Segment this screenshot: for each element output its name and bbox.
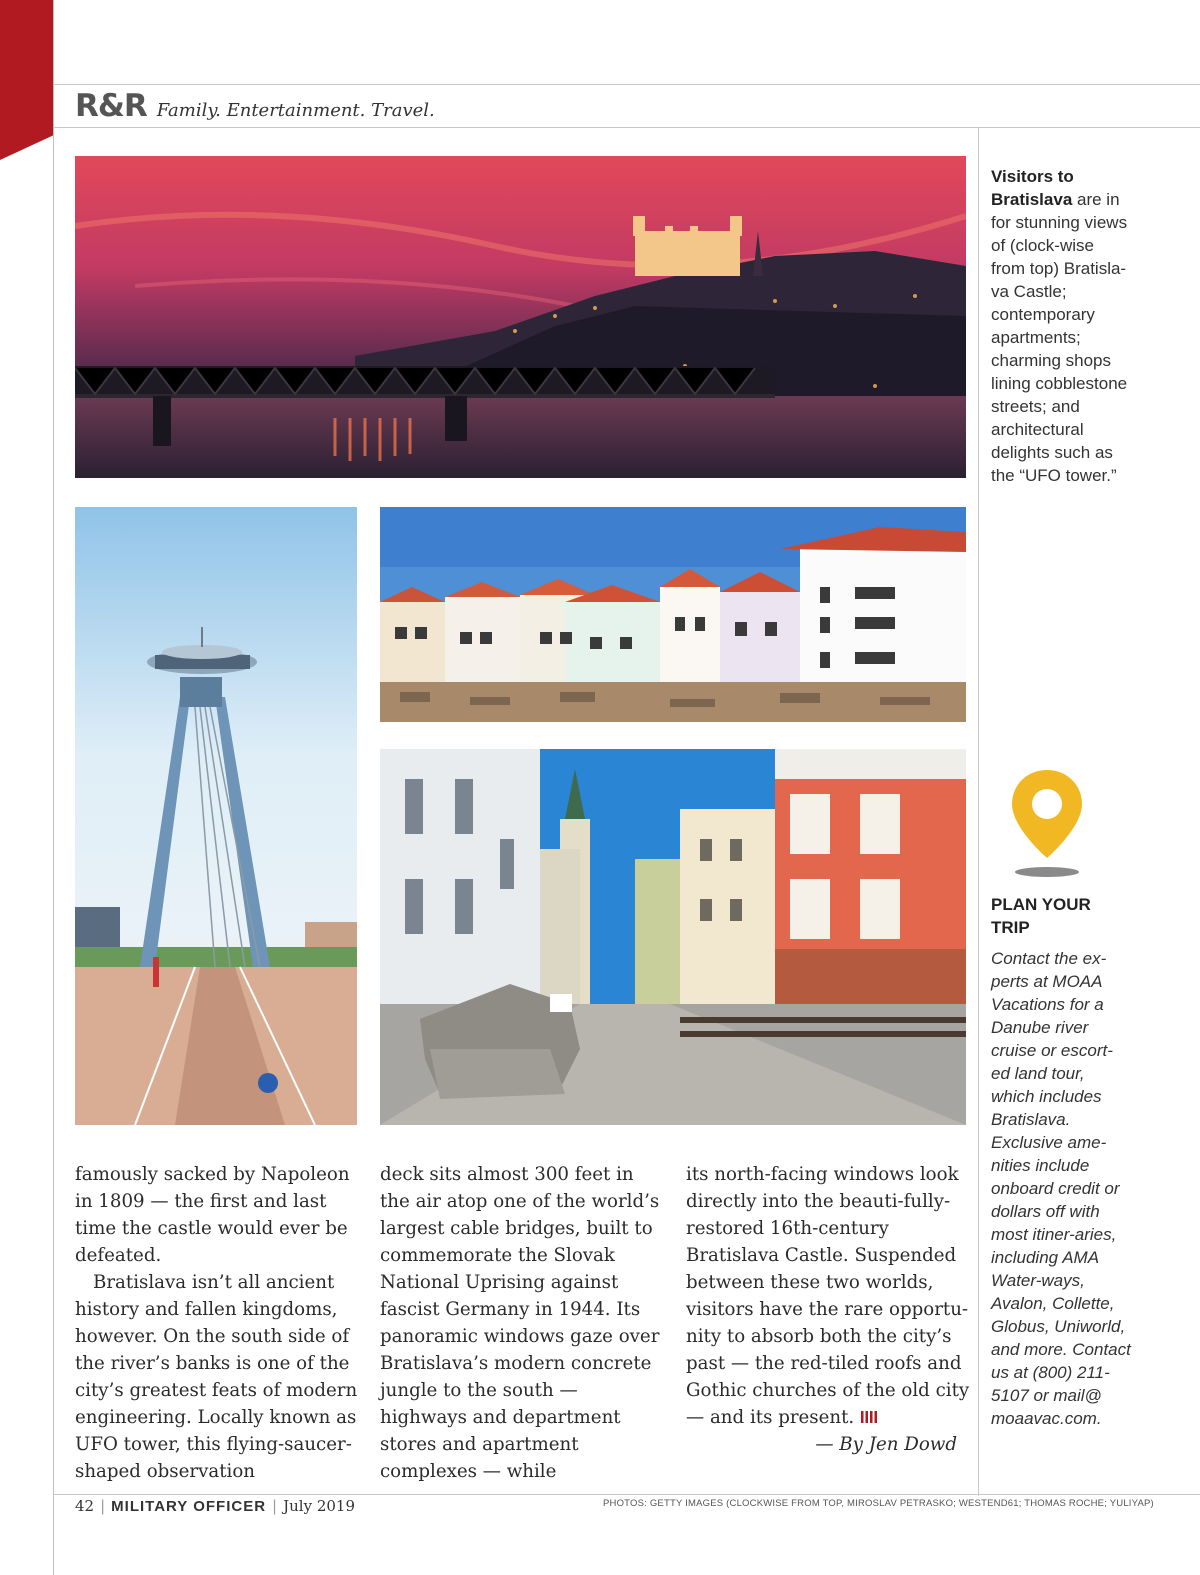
- article-column-3: [686, 1161, 971, 1458]
- section-header: [75, 88, 435, 126]
- article-byline: — By Jen Dowd: [815, 1434, 957, 1455]
- photo-apartments: [380, 507, 966, 722]
- caption-body: are in for stunning views of (clock-wise from top) Bratisla-va Castle; contemporary apartments; charming shops lining cobblestone streets; and architectural delights such as the “UFO tower.”: [991, 190, 1128, 485]
- article-column-2: [380, 1161, 665, 1485]
- article-column-1: [75, 1161, 360, 1485]
- section-corner-tab: [0, 0, 54, 160]
- page-number: 42: [75, 1497, 95, 1515]
- magazine-name: MILITARY OFFICER: [111, 1498, 267, 1515]
- plan-body: Contact the ex-perts at MOAA Vacations for a Danube river cruise or escort-ed land tour, which includes Bratislava. Exclusive ame-nities include onboard credit or dollars off with most itiner-aries, including AMA Water-ways, Avalon, Collette, Globus, Uniworld, and more. Contact us at (800) 211-5107 or mail@ moaavac.com.: [991, 949, 1131, 1428]
- photo-bratislava-castle: [75, 156, 966, 478]
- caption-lead: Visitors to Bratislava: [991, 167, 1074, 209]
- photo-ufo-tower: [75, 507, 357, 1125]
- section-logo: R&R: [75, 88, 147, 124]
- photo-credits: PHOTOS: GETTY IMAGES (CLOCKWISE FROM TOP, MIROSLAV PETRASKO; WESTEND61; THOMAS ROCHE; YULIYAP): [603, 1498, 1154, 1509]
- article-paragraph: famously sacked by Napoleon in 1809 — the first and last time the castle would ever be defeated.: [75, 1164, 350, 1266]
- sidebar-divider: [978, 128, 979, 1496]
- plan-heading: PLAN YOUR TRIP: [991, 895, 1091, 937]
- article-paragraph: deck sits almost 300 feet in the air atop one of the world’s largest cable bridges, built to commemorate the Slovak National Uprising against fascist Germany in 1944. Its panoramic windows gaze over Bratislava’s modern concrete jungle to the south — highways and department stores and apartment complexes — while: [380, 1164, 660, 1482]
- footer-rule: [53, 1494, 1200, 1495]
- issue-date: July 2019: [283, 1497, 355, 1515]
- plan-your-trip: [991, 893, 1131, 1430]
- left-margin-rule: [53, 0, 54, 1575]
- page-footer: 42 | MILITARY OFFICER | July 2019: [75, 1497, 355, 1515]
- article-paragraph: Bratislava isn’t all ancient history and fallen kingdoms, however. On the south side of the river’s banks is one of the city’s greatest feats of modern engineering. Locally known as UFO tower, this flying-saucer-shaped observation: [75, 1272, 358, 1482]
- header-top-rule: [53, 84, 1200, 85]
- photo-cobblestone-street: [380, 749, 966, 1125]
- location-pin-icon: [1010, 768, 1084, 878]
- section-tagline: Family. Entertainment. Travel.: [156, 100, 435, 121]
- article-paragraph: its north-facing windows look directly into the beauti-fully-restored 16th-century Bratislava Castle. Suspended between these two worlds, visitors have the rare opportu-nity to absorb both the city’s past — the red-tiled roofs and Gothic churches of the old city — and its present.: [686, 1164, 970, 1428]
- end-mark-icon: [860, 1409, 878, 1425]
- header-bottom-rule: [53, 127, 1200, 128]
- photo-caption: [991, 165, 1131, 487]
